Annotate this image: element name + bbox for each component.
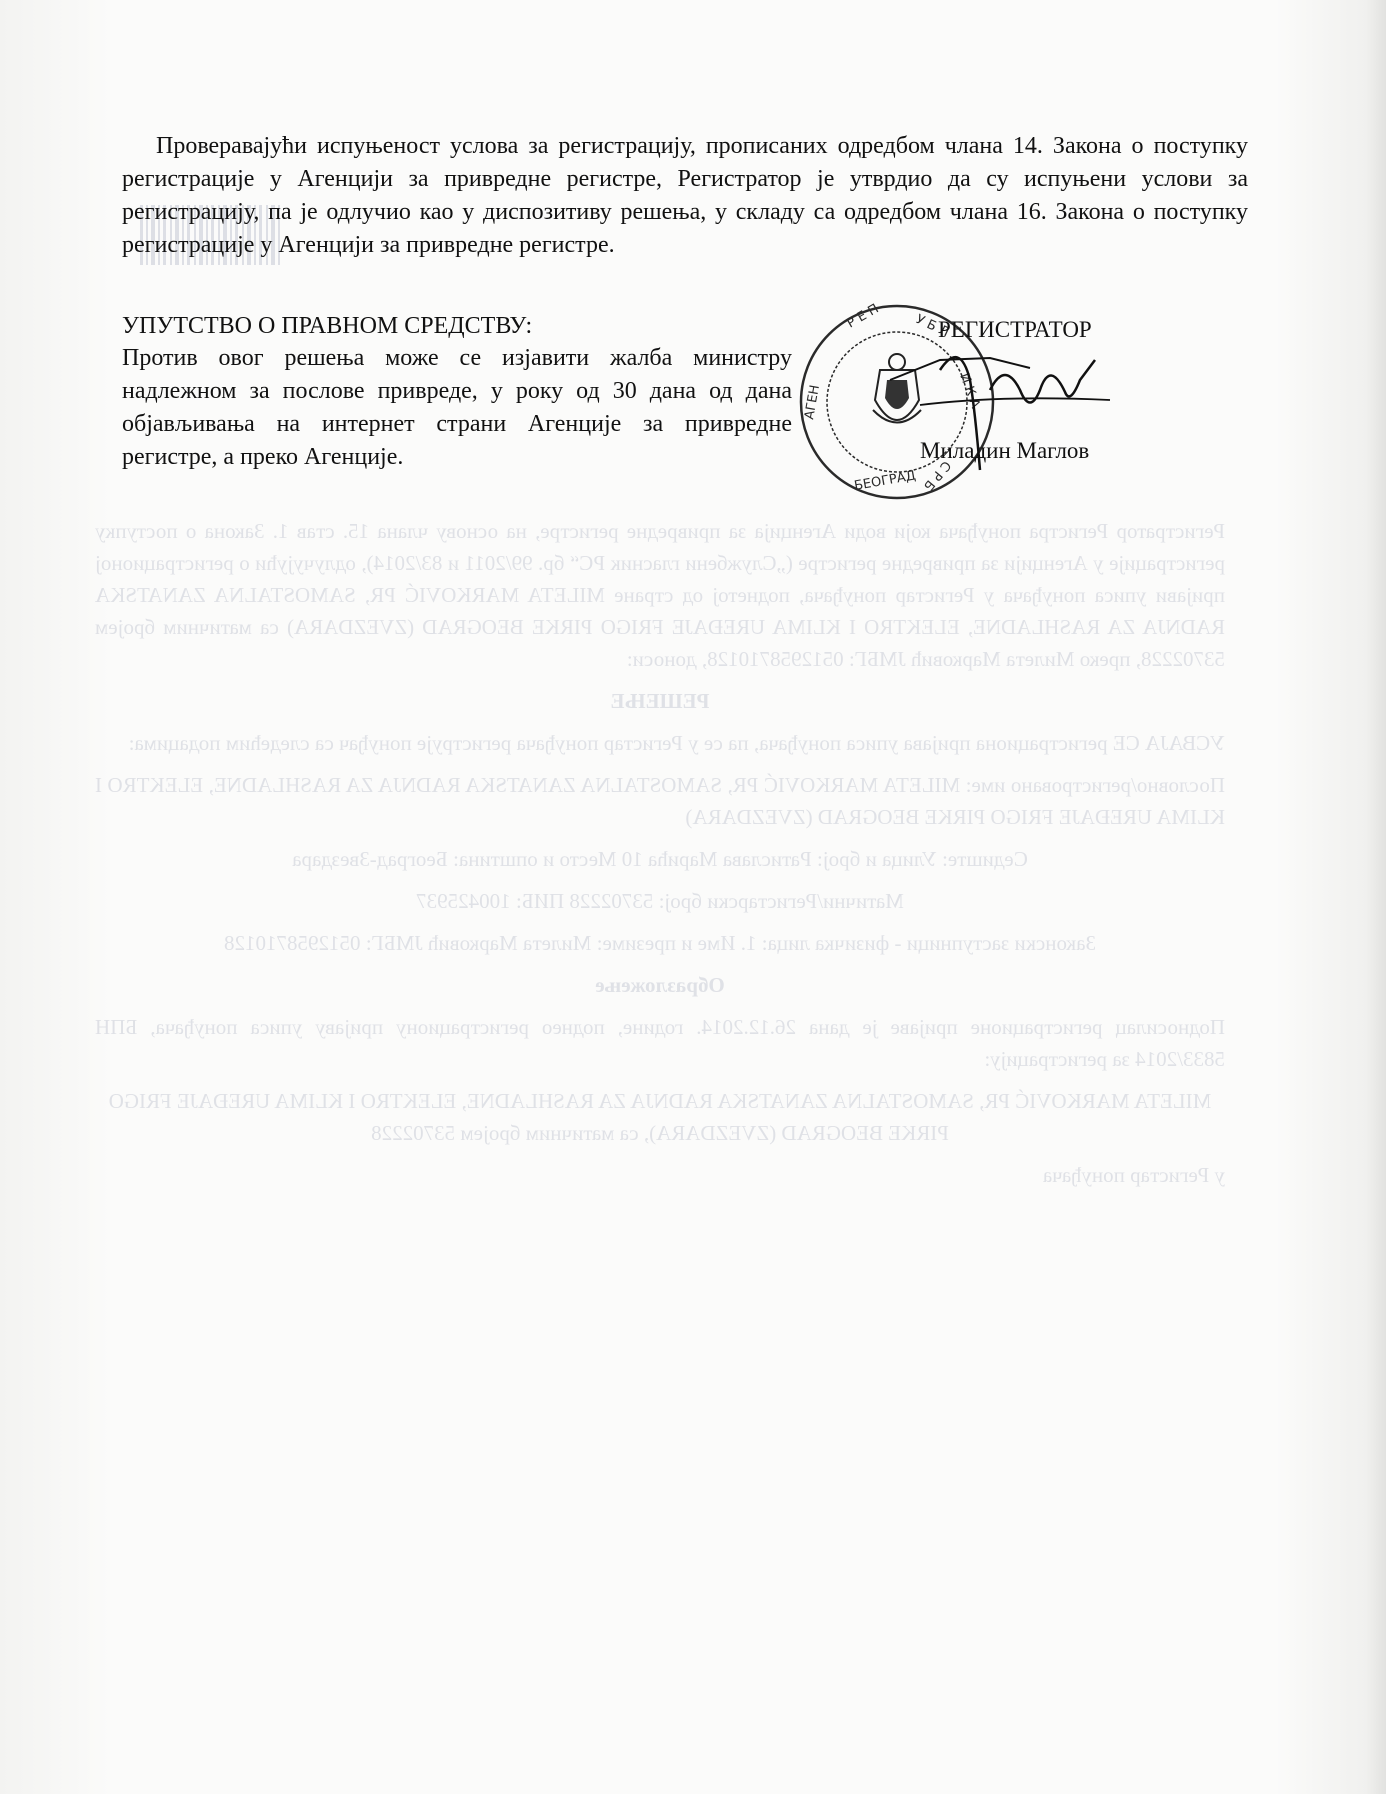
ghost-paragraph-8: Подносилац регистрационе пријаве је дана 26.12.2014. године, поднео регистрациону пријаву уписа понуђача, БПН 5833/2014 за регистрацију: <box>95 1015 1225 1071</box>
ghost-paragraph-5: Матични/Регистарски број: 53702228 ПИБ: 100425937 <box>416 889 904 913</box>
page-edge-shadow <box>1366 0 1386 1794</box>
ghost-paragraph-7: Образложење <box>595 973 725 997</box>
svg-text:И К А: И К А <box>956 371 983 411</box>
svg-text:АГЕН: АГЕН <box>802 383 823 421</box>
ghost-paragraph-1: Регистратор Регистра понуђача који води Агенција за привредне регистре, на основу члана 15. став 1. Закона о поступку регистрације у Агенцији за привредне регистре („Службени гласник РС“ бр. 99/2011 и 83/2014), одлучујући о регистрационој пријави уписа понуђача у Регистар понуђача, поднетој од стране MILETA MARKOVIĆ PR, SAMOSTALNA ZANATSKA RADNJA ZA RASHLADNE, ELEKTRO I KLIMA UREĐAJE FRIGO PIRKE BEOGRAD (ZVEZDARA) са матичним бројем 53702228, преко Милета Марковић ЈМБГ: 0512958710128, доноси: <box>95 519 1225 671</box>
legal-remedy-text: Против овог решења може се изјавити жалба министру надлежном за послове привреде, у року од 30 дана од дана објављивања на интернет страни Агенције за привредне регистре, а преко Агенције. <box>122 345 792 470</box>
signature-icon <box>880 320 1120 500</box>
reasoning-paragraph: Проверавајући испуњеност услова за регистрацију, прописаних одредбом члана 14. Закона о поступку регистрације у Агенцији за привредне регистре, Регистратор је утврдио да су испуњени услови за регистрацију, па је одлучио као у диспозитиву решења, у складу са одредбом члана 16. Закона о поступку регистрације у Агенцији за привредне регистре. <box>122 133 1248 258</box>
ghost-paragraph-9: MILETA MARKOVIĆ PR, SAMOSTALNA ZANATSKA RADNJA ZA RASHLADNE, ELEKTRO I KLIMA UREĐAJE FRIGO PIRKE BEOGRAD (ZVEZDARA), са матичним бројем 53702228 <box>108 1089 1212 1145</box>
legal-remedy-heading: УПУТСТВО О ПРАВНОМ СРЕДСТВУ: <box>122 313 533 339</box>
ghost-paragraph-4: Седиште: Улица и број: Ратислава Марића 10 Место и општина: Београд-Звездара <box>292 847 1028 871</box>
reverse-side-bleed-text <box>95 515 1225 1201</box>
registrar-name: Миладин Маглов <box>920 438 1090 463</box>
svg-text:Р Е П: Р Е П <box>844 301 882 332</box>
svg-text:С Р Б: С Р Б <box>920 457 954 494</box>
ghost-paragraph-10: у Регистар понуђача <box>1042 1163 1225 1187</box>
ghost-paragraph-2: УСВАЈА СЕ регистрациона пријава уписа понуђача, па се у Регистар понуђача региструје понуђач са следећим подацима: <box>128 731 1225 755</box>
ghost-paragraph-6: Законски заступници - физичка лица: 1. Име и презиме: Милета Марковић ЈМБГ: 0512958710128 <box>224 931 1096 955</box>
ghost-title: РЕШЕЊЕ <box>610 689 710 713</box>
ghost-paragraph-3: Пословно/регистровано име: MILETA MARKOVIĆ PR, SAMOSTALNA ZANATSKA RADNJA ZA RASHLADNE, ELEKTRO I KLIMA UREĐAJE FRIGO PIRKE BEOGRAD (ZVEZDARA) <box>95 773 1225 829</box>
svg-text:У Б Л: У Б Л <box>913 312 952 341</box>
registrar-title: РЕГИСТРАТОР <box>938 317 1092 342</box>
svg-text:БЕОГРАД: БЕОГРАД <box>853 468 917 494</box>
